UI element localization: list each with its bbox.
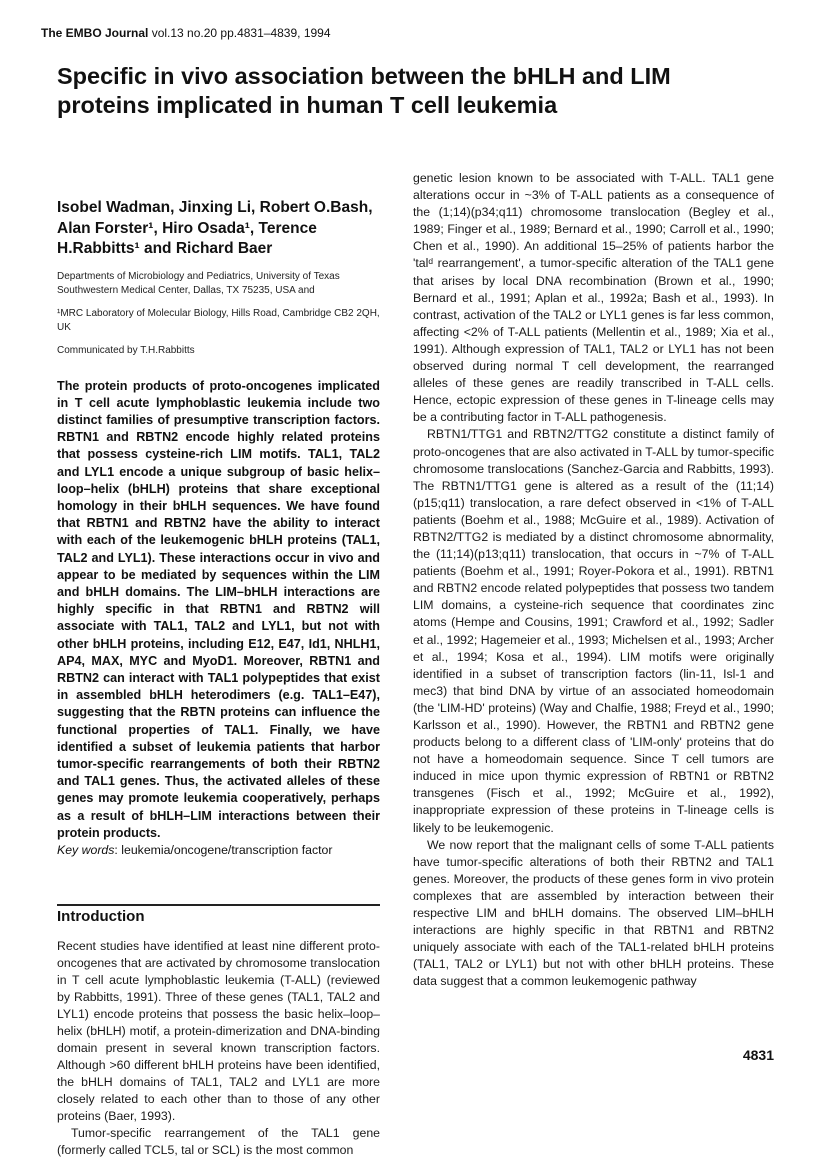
affiliation-1: Departments of Microbiology and Pediatrics, University of Texas Southwestern Medical Center, Dallas, TX 75235, USA and: [57, 270, 340, 296]
right-paragraph-1: genetic lesion known to be associated with T-ALL. TAL1 gene alterations occur in ~3% of T-ALL patients as a consequence of the (1;14)(p34;q11) chromosome translocation (Begley et al., 1989; Finger et al., 1989; Bernard et al., 1990; Carroll et al., 1990; Chen et al., 1990). An additional 15–25% of patients harbor the 'talᵈ rearrangement', a tumor-specific alteration of the TAL1 gene that arises by local DNA recombination (Brown et al., 1990; Bernard et al., 1991; Aplan et al., 1992a; Bash et al., 1993). In contrast, activation of the TAL2 or LYL1 genes is far less common, affecting <2% of T-ALL patients (Mellentin et al., 1989; Xia et al., 1991). Although expression of TAL1, TAL2 or LYL1 has not been observed during normal T cell development, the rearranged alleles of these genes are readily transcribed in T-ALL cells. Hence, ectopic expression of these genes in T-lineage cells may be a contributing factor in T-ALL pathogenesis.: [413, 171, 774, 425]
intro-paragraph-1: Recent studies have identified at least nine different proto-oncogenes that are activated by chromosome translocation in T cell acute lymphoblastic leukemia (T-ALL) (reviewed by Rabbitts, 1991). Three of these genes (TAL1, TAL2 and LYL1) encode proteins that possess the basic helix–loop–helix (bHLH) motif, a protein-dimerization and DNA-binding domain present in several known transcription factors. Although >60 different bHLH proteins have been identified, the bHLH domains of TAL1, TAL2 and LYL1 are more closely related to each other than to those of any other proteins (Baer, 1993).: [57, 938, 380, 1123]
keywords: [57, 842, 380, 858]
author-list: Isobel Wadman, Jinxing Li, Robert O.Bash, Alan Forster¹, Hiro Osada¹, Terence H.Rabbitts¹ and Richard Baer: [57, 199, 373, 257]
article-title: Specific in vivo association between the bHLH and LIM proteins implicated in human T cell leukemia: [57, 63, 671, 118]
keywords-text: : leukemia/oncogene/transcription factor: [114, 842, 333, 857]
journal-header: [41, 26, 331, 40]
journal-citation: vol.13 no.20 pp.4831–4839, 1994: [151, 26, 331, 40]
left-column: [57, 198, 380, 1159]
affiliation-2: ¹MRC Laboratory of Molecular Biology, Hills Road, Cambridge CB2 2QH, UK: [57, 307, 380, 333]
abstract: The protein products of proto-oncogenes implicated in T cell acute lymphoblastic leukemia include two distinct families of presumptive transcription factors. RBTN1 and RBTN2 encode highly related proteins that possess cysteine-rich LIM motifs. TAL1, TAL2 and LYL1 encode a unique subgroup of basic helix–loop–helix (bHLH) proteins that share exceptional homology in their bHLH sequences. We have found that RBTN1 and RBTN2 have the ability to interact with each of the leukemogenic bHLH proteins (TAL1, TAL2 and LYL1). These interactions occur in vivo and appear to be mediated by sequences within the LIM and bHLH domains. The LIM–bHLH interactions are highly specific in that RBTN1 and RBTN2 will associate with TAL1, TAL2 and LYL1, but not with other bHLH proteins, including E12, E47, Id1, NHLH1, AP4, MAX, MYC and MyoD1. Moreover, RBTN1 and RBTN2 can interact with TAL1 polypeptides that exist in assembled bHLH heterodimers (e.g. TAL1–E47), suggesting that the RBTN proteins can influence the functional properties of TAL1. Finally, we have identified a subset of leukemia patients that harbor tumor-specific rearrangements of both their RBTN2 and TAL1 genes. Thus, the activated alleles of these genes may promote leukemia cooperatively, perhaps as a result of bHLH–LIM interactions between their protein products.: [57, 378, 380, 840]
section-rule: [57, 904, 380, 906]
keywords-label: Key words: [57, 842, 115, 857]
right-paragraph-2: RBTN1/TTG1 and RBTN2/TTG2 constitute a distinct family of proto-oncogenes that are also activated in T-ALL by tumor-specific chromosome translocations (Sanchez-Garcia and Rabbitts, 1993). The RBTN1/TTG1 gene is altered as a result of the (11;14)(p15;q11) translocation, a rare defect observed in <1% of T-ALL patients (Boehm et al., 1988; McGuire et al., 1989). Activation of RBTN2/TTG2 is mediated by a distinct chromosome abnormality, the (11;14)(p13;q11) translocation, that occurs in ~7% of T-ALL patients (Boehm et al., 1991; Royer-Pokora et al., 1991). RBTN1 and RBTN2 encode related polypeptides that possess two tandem LIM domains, a cysteine-rich sequence that coordinates zinc atoms (Hempe and Cousins, 1991; Crawford et al., 1992; Sadler et al., 1992; Hagemeier et al., 1993; Michelsen et al., 1993; Archer et al., 1994; Kosa et al., 1994). LIM motifs were originally identified in a subset of transcription factors (lin-11, Isl-1 and mec3) that bind DNA by virtue of an associated homeodomain (the 'LIM-HD' proteins) (Way and Chalfie, 1988; Freyd et al., 1990; Karlsson et al., 1990). However, the RBTN1 and RBTN2 gene products belong to a different class of 'LIM-only' proteins that do not have a homeodomain sequence. Since T cell tumors are induced in mice upon thymic expression of RBTN1 or RBTN2 transgenes (Fisch et al., 1992; McGuire et al., 1992), inappropriate expression of these proteins in T-lineage cells is likely to be leukemogenic.: [413, 427, 774, 835]
page-number: 4831: [742, 1047, 774, 1063]
introduction-heading: Introduction: [57, 907, 145, 925]
communicated-by: Communicated by T.H.Rabbitts: [57, 344, 195, 356]
right-column: [413, 170, 774, 991]
introduction-body: [57, 938, 380, 1159]
intro-paragraph-2: Tumor-specific rearrangement of the TAL1 gene (formerly called TCL5, tal or SCL) is the most common: [57, 1125, 380, 1157]
right-paragraph-3: We now report that the malignant cells of some T-ALL patients have tumor-specific alterations of both their RBTN2 and TAL1 genes. Moreover, the products of these genes form in vivo protein complexes that are assembled by interaction between their respective LIM and bHLH domains. The observed LIM–bHLH interactions are highly specific in that RBTN1 and RBTN2 uniquely associate with each of the TAL1-related bHLH proteins (TAL1, TAL2 or LYL1) but not with other bHLH proteins. These data suggest that a common leukemogenic pathway: [413, 837, 774, 989]
journal-name: The EMBO Journal: [41, 26, 149, 40]
